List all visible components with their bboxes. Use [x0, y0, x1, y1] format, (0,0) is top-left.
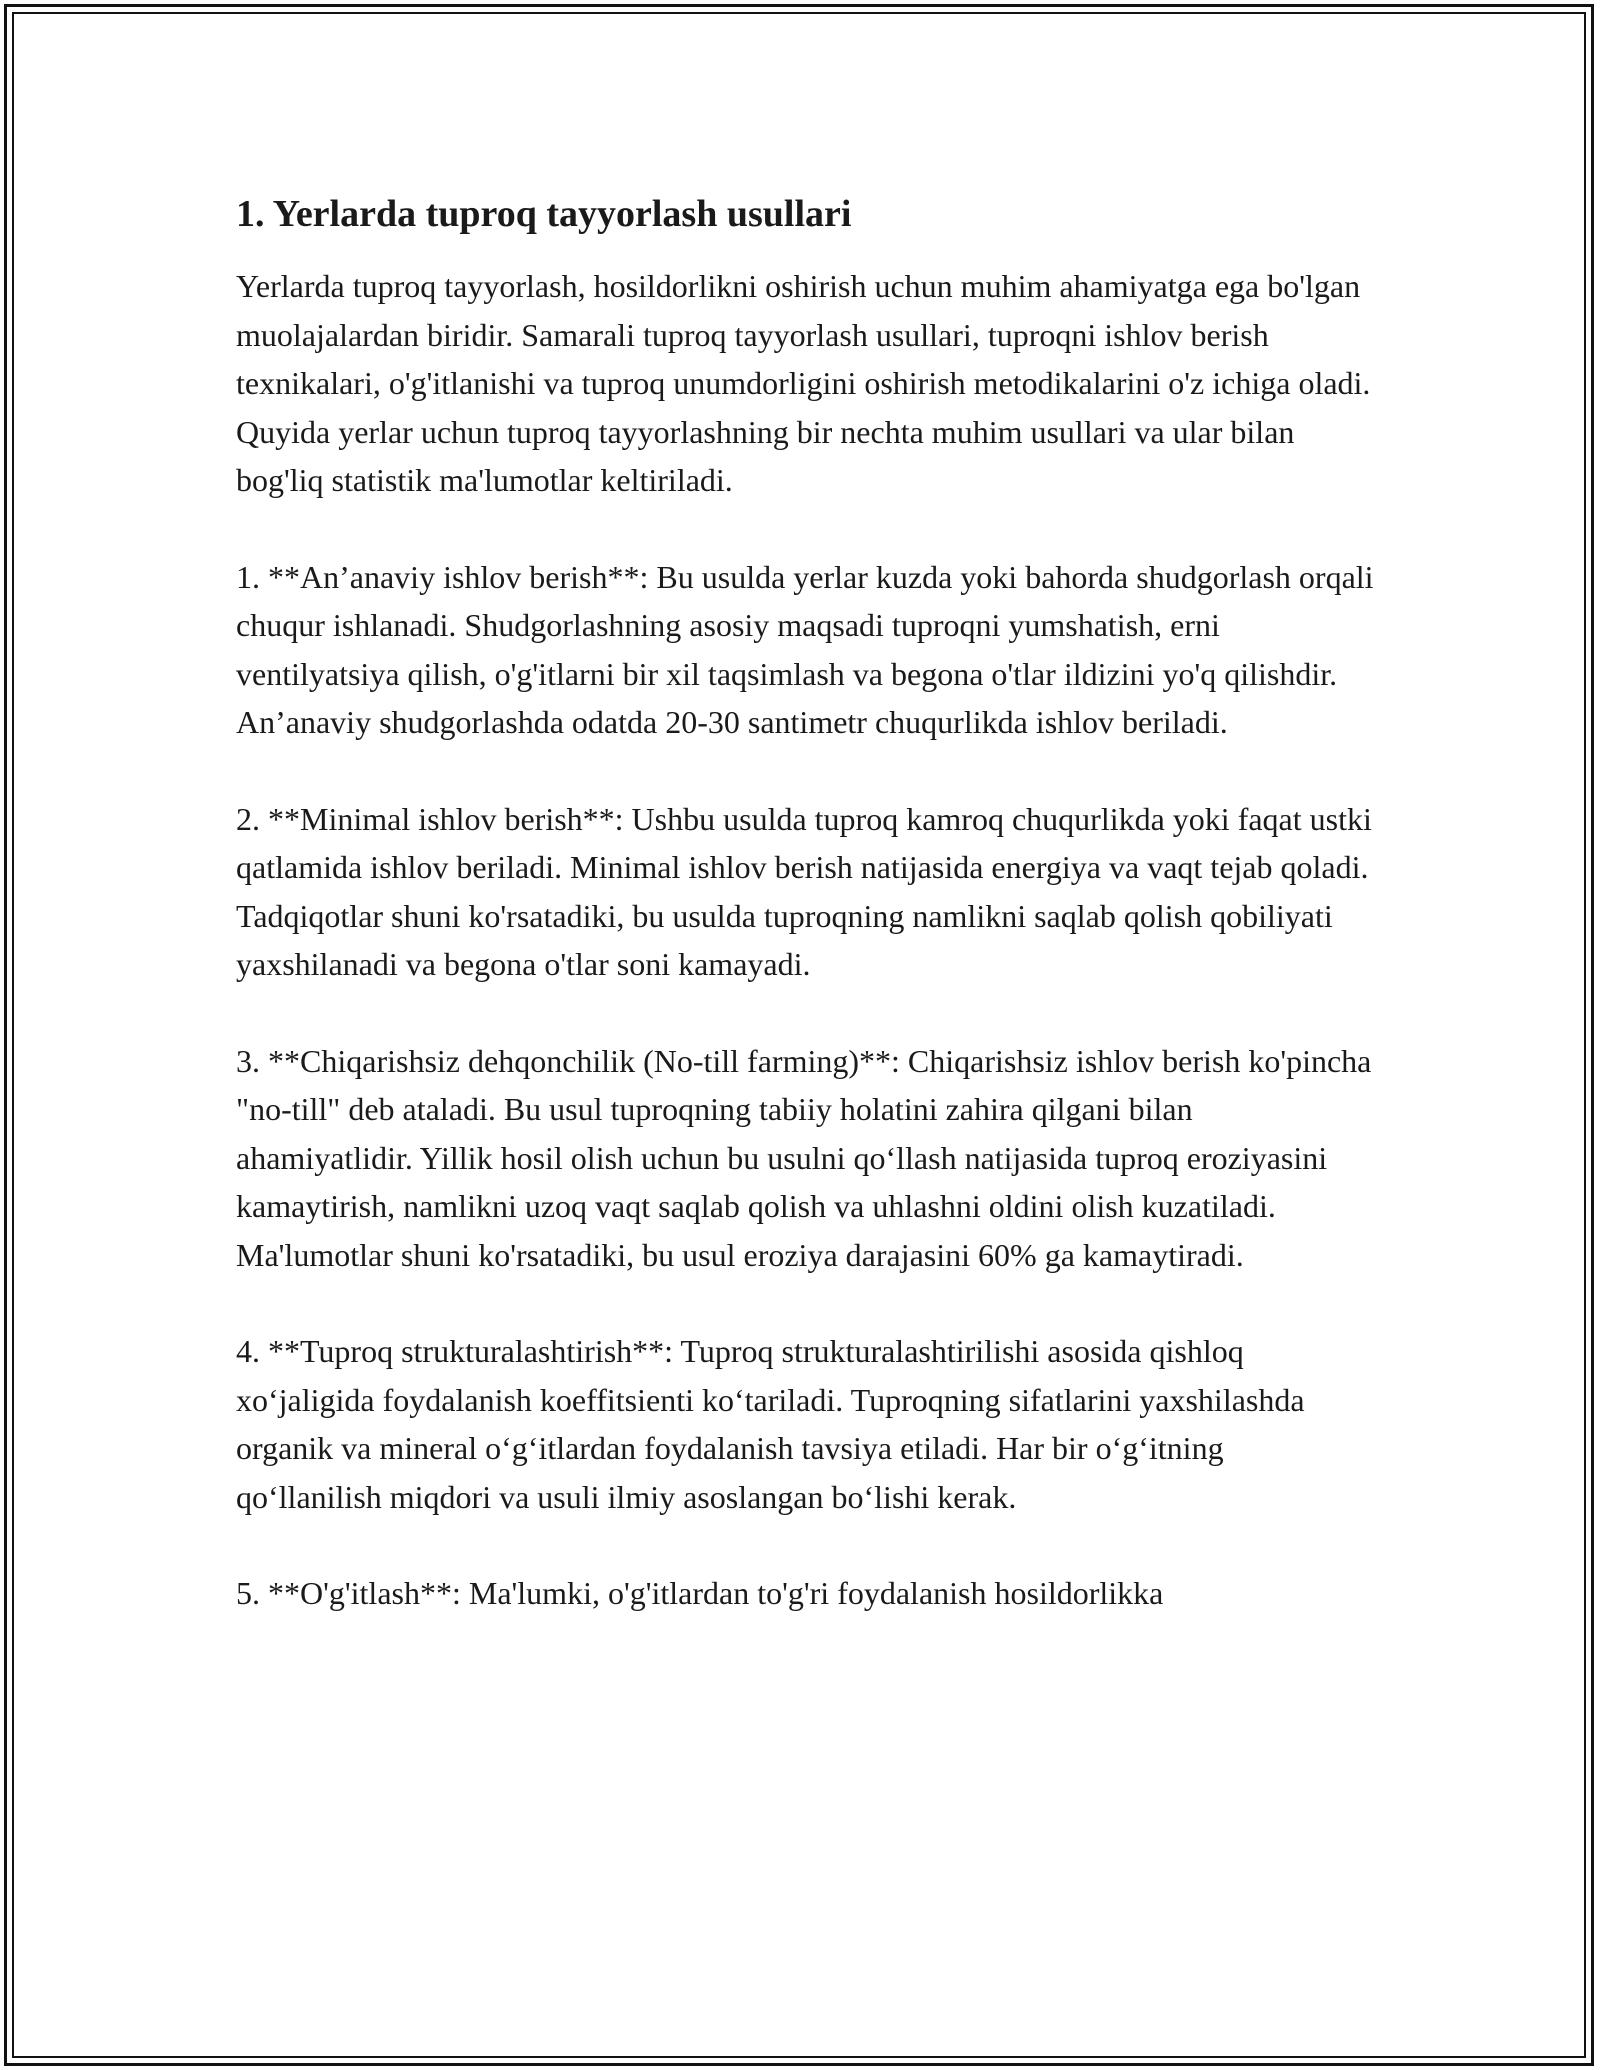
paragraph-soil-structuring: 4. **Tuproq strukturalashtirish**: Tuproq strukturalashtirilishi asosida qishloq xo‘jaligida foydalanish koeffitsienti ko‘tariladi. Tuproqning sifatlarini yaxshilashda organik va mineral o‘g‘itlardan foydalanish tavsiya etiladi. Har bir o‘g‘itning qo‘llanilish miqdori va usuli ilmiy asoslangan bo‘lishi kerak. [236, 1333, 1305, 1515]
paragraph-traditional-tillage: 1. **An’anaviy ishlov berish**: Bu usulda yerlar kuzda yoki bahorda shudgorlash orqali chuqur ishlanadi. Shudgorlashning asosiy maqsadi tuproqni yumshatish, erni ventilyatsiya qilish, o'g'itlarni bir xil taqsimlash va begona o'tlar ildizini yo'q qilishdir. An’anaviy shudgorlashda odatda 20-30 santimetr chuqurlikda ishlov beriladi. [236, 558, 1374, 740]
paragraph-intro: Yerlarda tuproq tayyorlash, hosildorlikni oshirish uchun muhim ahamiyatga ega bo'lgan muolajalardan biridir. Samarali tuproq tayyorlash usullari, tuproqni ishlov berish texnikalari, o'g'itlanishi va tuproq unumdorligini oshirish metodikalarini o'z ichiga oladi. Quyida yerlar uchun tuproq tayyorlashning bir nechta muhim usullari va ular bilan bog'liq statistik ma'lumotlar keltiriladi. [236, 268, 1371, 498]
document-title: 1. Yerlarda tuproq tayyorlash usullari [236, 193, 852, 235]
paragraph-fertilization: 5. **O'g'itlash**: Ma'lumki, o'g'itlardan to'g'ri foydalanish hosildorlikka [236, 1575, 1164, 1611]
paragraph-no-till-farming: 3. **Chiqarishsiz dehqonchilik (No-till farming)**: Chiqarishsiz ishlov berish ko'pincha "no-till" deb ataladi. Bu usul tuproqning tabiiy holatini zahira qilgani bilan ahamiyatlidir. Yillik hosil olish uchun bu usulni qo‘llash natijasida tuproq eroziyasini kamaytirish, namlikni uzoq vaqt saqlab qolish va uhlashni oldini olish kuzatiladi. Ma'lumotlar shuni ko'rsatadiki, bu usul eroziya darajasini 60% ga kamaytiradi. [236, 1042, 1372, 1273]
document-body [236, 186, 1376, 1618]
paragraph-minimal-tillage: 2. **Minimal ishlov berish**: Ushbu usulda tuproq kamroq chuqurlikda yoki faqat ustki qatlamida ishlov beriladi. Minimal ishlov berish natijasida energiya va vaqt tejab qoladi. Tadqiqotlar shuni ko'rsatadiki, bu usulda tuproqning namlikni saqlab qolish qobiliyati yaxshilanadi va begona o'tlar soni kamayadi. [236, 800, 1372, 982]
